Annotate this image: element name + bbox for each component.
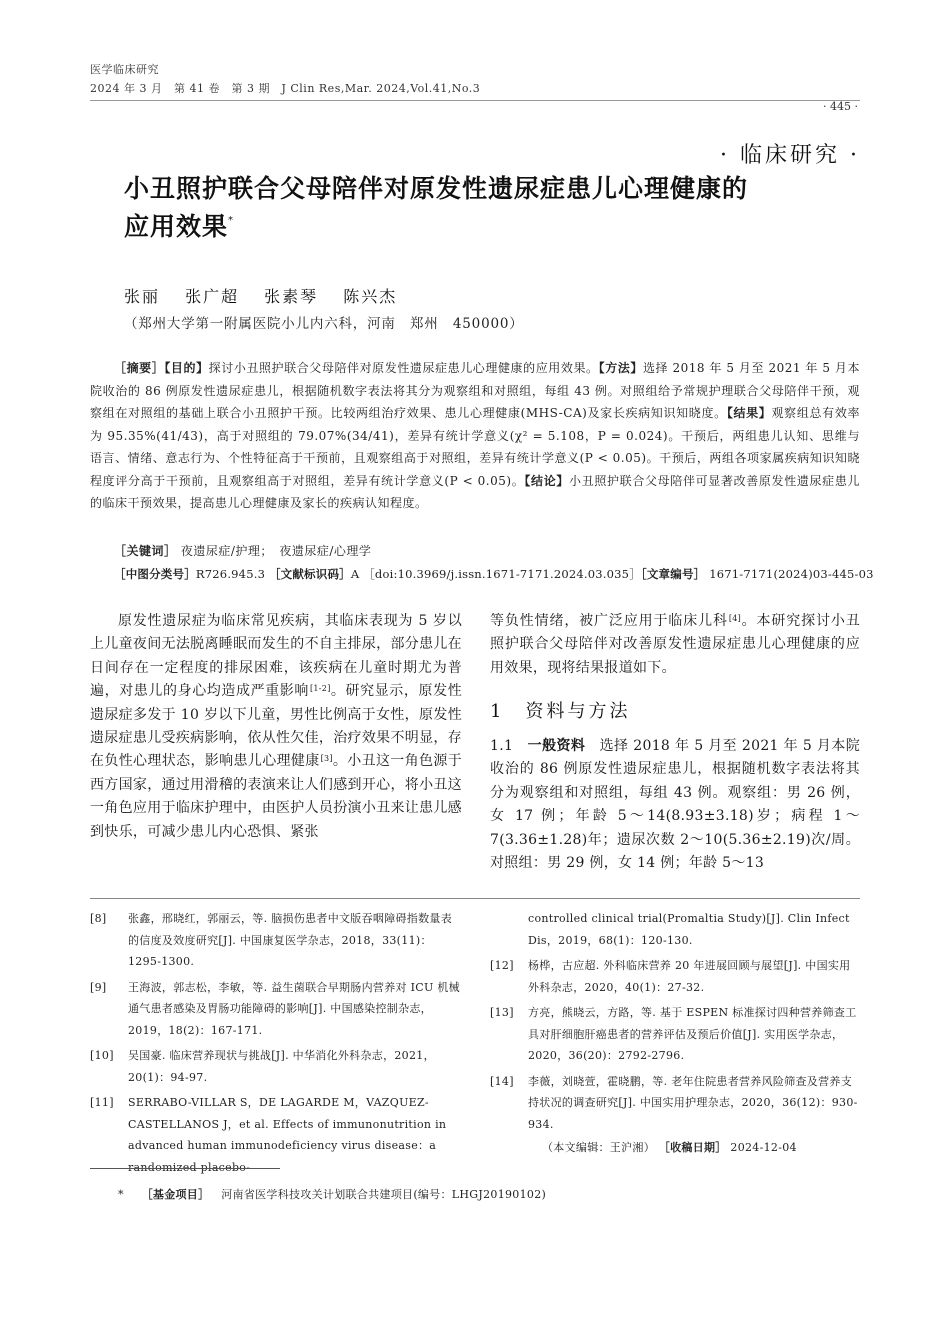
classification-line [114,566,874,582]
reference-text: SERRABO-VILLAR S，DE LAGARDE M，VAZQUEZ-CASTELLANOS J，et al. Effects of immunonutrition in advanced human immunodeficiency virus disease：a randomized placebo- [128,1096,447,1174]
abstract-label: ［摘要］ [114,361,165,375]
keywords-label: ［关键词］ [114,544,177,558]
reference-item [490,1071,860,1136]
body-text: 等负性情绪，被广泛应用于临床儿科 [490,613,728,629]
reference-number: [12] [490,959,514,972]
journal-name: 医学临床研究 [90,63,159,76]
objective-text: 探讨小丑照护联合父母陪伴对原发性遗尿症患儿心理健康的应用效果。 [208,361,599,375]
body-text: 。研究显示，原发性遗尿症多发于 10 岁以下儿童，男性比例高于女性，原发性遗尿症患儿受疾病影响，依从性欠佳，治疗效果不明显，存在负性心理状态，影响患儿心理健康 [90,683,462,770]
reference-item [90,1092,462,1178]
keywords [114,542,371,559]
subsection-number: 1.1 [490,738,528,754]
body-left-column [90,610,462,844]
reference-text: 方亮，熊晓云，方路，等. 基于 ESPEN 标准探讨四种营养筛查工具对肝细胞肝癌患者的营养评估及预后价值[J]. 实用医学杂志，2020，36(20)：2792-2796. [528,1006,857,1062]
body-text: 原发性遗尿症为临床常见疾病，其临床表现为 5 岁以上儿童夜间无法脱离睡眠而发生的不自主排尿，部分患儿在日间存在一定程度的排尿困难，该疾病在儿童时期尤为普遍，对患儿的身心均造成严重影响 [90,613,462,700]
methods-text: 选择 2018 年 5 月至 2021 年 5 月本院收治的 86 例原发性遗尿症患儿，根据随机数字表法将其分为观察组和对照组，每组 43 例。对照组给予常规护理联合父母陪伴干预，观察组在对照组的基础上联合小丑照护干预。比较两组治疗效果、患儿心理健康(MHS-CA)及家长疾病知识知晓度。 [90,361,860,420]
article-label: ［文章编号］ [640,567,706,581]
page-number: · 445 · [823,100,858,113]
body-text: 。本研究探讨小丑照护联合父母陪伴对改善原发性遗尿症患儿心理健康的应用效果，现将结果报道如下。 [490,613,860,676]
reference-number: [10] [90,1049,114,1062]
citation: [1-2] [309,684,331,694]
body-text: 。小丑这一角色源于西方国家，通过用滑稽的表演来让人们感到开心，将小丑这一角色应用于临床护理中，由医护人员扮演小丑来让患儿感到快乐，可减少患儿内心恐惧、紧张 [90,753,462,840]
footnote-mark: * [118,1188,124,1201]
received-date: 2024-12-04 [730,1141,797,1154]
authors: 张丽 张广超 张素琴 陈兴杰 [124,287,398,306]
reference-number: [9] [90,980,107,994]
reference-number: [8] [90,912,107,925]
reference-text: 杨桦，古应超. 外科临床营养 20 年进展回顾与展望[J]. 中国实用外科杂志，2020，40(1)：27-32. [528,959,851,994]
reference-item [490,1002,860,1067]
conclusion-label: 【结论】 [524,473,570,488]
objective-label: 【目的】 [164,361,209,375]
body-right-intro [490,610,860,680]
reference-number: [13] [490,1006,514,1019]
abstract [90,357,860,515]
editor-name: （本文编辑：王沪湘） [542,1141,655,1154]
affiliation: （郑州大学第一附属医院小儿内六科，河南 郑州 450000） [124,316,524,332]
methods-label: 【方法】 [598,361,643,375]
keywords-text: 夜遗尿症/护理； 夜遗尿症/心理学 [180,544,372,558]
references-left [90,908,462,1178]
editor-line [490,1137,860,1159]
funding-text: 河南省医学科技攻关计划联合共建项目(编号：LHGJ20190102) [221,1188,547,1201]
reference-text: 李薇，刘晓萱，霍晓鹏，等. 老年住院患者营养风险筛查及营养支持状况的调查研究[J]. 中国实用护理杂志，2020，36(12)：930-934. [528,1074,858,1131]
reference-number: [14] [490,1074,514,1088]
conclusion-text: 小丑照护联合父母陪伴可显著改善原发性遗尿症患儿的临床干预效果，提高患儿心理健康及家长的疾病认知程度。 [90,473,860,510]
funding-footnote [118,1186,546,1202]
title-line-2: 应用效果 [124,212,229,241]
reference-text: 张鑫，邢晓红，郭丽云，等. 脑损伤患者中文版吞咽障碍指数量表的信度及效度研究[J]. 中国康复医学杂志，2018，33(11)：1295-1300. [128,912,452,968]
section-heading: 1 资料与方法 [490,701,631,722]
body-text: 选择 2018 年 5 月至 2021 年 5 月本院收治的 86 例原发性遗尿症患儿，根据随机数字表法将其分为观察组和对照组，每组 43 例。观察组：男 26 例，女 17 例；年龄 5～14(8.93±3.18)岁；病程 1～7(3.36±1.28)年；遗尿次数 2～10(5.36±2.19)次/周。对照组：男 29 例，女 14 例；年龄 5～13 [490,738,861,872]
funding-label: ［基金项目］ [141,1188,210,1201]
doi: ［doi:10.3969/j.issn.1671-7171.2024.03.035］ [363,567,641,581]
references-right [490,908,860,1159]
clc-value: R726.945.3 [195,567,266,581]
article-number: 1671-7171(2024)03-445-03 [709,567,874,581]
subsection-title: 一般资料 [527,738,586,754]
header-rule [90,100,860,101]
title-footnote-mark: * [228,215,235,226]
reference-item [90,908,462,973]
title-line-1: 小丑照护联合父母陪伴对原发性遗尿症患儿心理健康的 [124,174,749,203]
doc-value: A [350,567,360,581]
reference-item [90,977,462,1042]
reference-item [490,908,860,951]
results-text: 观察组总有效率为 95.35%(41/43)，高于对照组的 79.07%(34/41)，差异有统计学意义(χ² = 5.108，P = 0.024)。干预后，两组患儿认知、思维与语言、情绪、意志行为、个性特征高于干预前，且观察组高于对照组，差异有统计学意义(P < 0.05)。干预后，两组各项家属疾病知识知晓程度评分高于干预前，且观察组高于对照组，差异有统计学意义(P < 0.05)。 [90,406,860,488]
reference-number: [11] [90,1096,114,1109]
doc-label: ［文献标识码］ [268,567,351,581]
clc-label: ［中图分类号］ [114,567,196,581]
article-title [124,170,844,246]
references-rule [90,898,860,899]
citation: [4] [728,614,742,623]
body-right-methods [490,735,860,875]
received-label: ［收稿日期］ [658,1141,727,1154]
reference-text: 吴国豪. 临床营养现状与挑战[J]. 中华消化外科杂志，2021，20(1)：94-97. [128,1049,435,1084]
citation: [3] [320,754,333,764]
reference-item [90,1045,462,1088]
reference-text: controlled clinical trial(Promaltia Study)[J]. Clin Infect Dis，2019，68(1)：120-130. [528,912,850,947]
results-label: 【结果】 [726,406,772,420]
issue-info: 2024 年 3 月 第 41 卷 第 3 期 J Clin Res,Mar. 2024,Vol.41,No.3 [90,82,481,95]
footnote-rule [90,1168,280,1169]
reference-text: 王海波，郭志松，李敏，等. 益生菌联合早期肠内营养对 ICU 机械通气患者感染及胃肠功能障碍的影响[J]. 中国感染控制杂志，2019，18(2)：167-171. [128,980,460,1037]
column-tag: · 临床研究 · [720,143,860,168]
reference-item [490,955,860,998]
